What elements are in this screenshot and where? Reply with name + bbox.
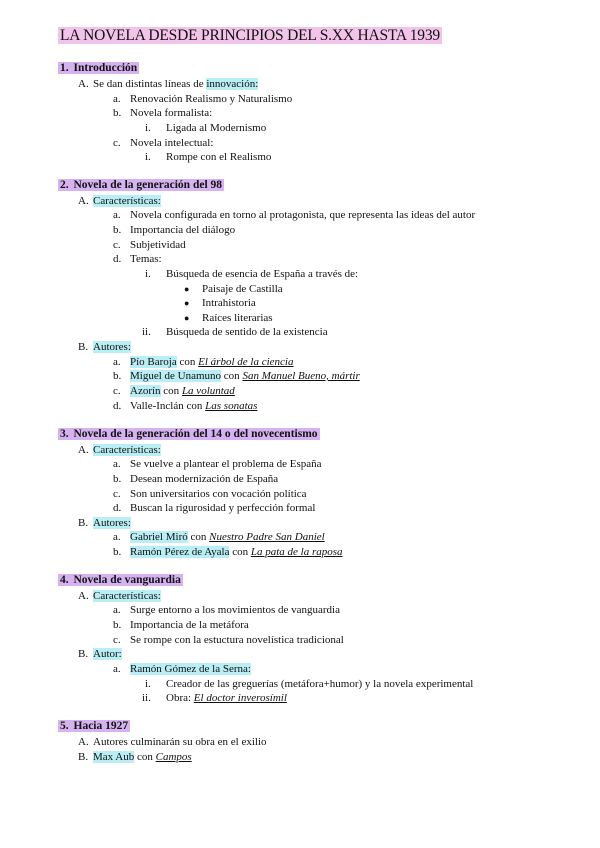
marker: b. <box>113 224 122 236</box>
marker: c. <box>113 634 121 646</box>
marker: d. <box>113 253 122 265</box>
marker: d. <box>113 400 122 412</box>
list-item: Novela configurada en torno al protagonista, que representa las ideas del autor <box>130 209 476 221</box>
marker: a. <box>113 356 121 368</box>
list-item: Ligada al Modernismo <box>166 122 267 134</box>
list-item: Obra: El doctor inverosímil <box>166 692 287 704</box>
list-item: Novela intelectual: <box>130 137 214 149</box>
list-item: Características: <box>93 444 161 456</box>
marker: b. <box>113 107 122 119</box>
list-item: Características: <box>93 195 161 207</box>
section-1-heading: 1. Introducción <box>60 62 138 74</box>
list-item: Búsqueda de esencia de España a través de: <box>166 268 359 280</box>
document-title: LA NOVELA DESDE PRINCIPIOS DEL S.XX HASTA 1939 <box>60 27 440 44</box>
list-item: Novela formalista: <box>130 107 213 119</box>
list-item: Intrahistoria <box>202 297 256 309</box>
list-item: Autores culminarán su obra en el exilio <box>93 736 267 748</box>
bullet-icon: ● <box>184 313 190 323</box>
marker: i. <box>145 268 151 280</box>
marker: d. <box>113 502 122 514</box>
list-item: Buscan la rigurosidad y perfección formal <box>130 502 316 514</box>
author-item: Max Aub con Campos <box>93 751 192 763</box>
list-item: Se rompe con la estuctura novelística tradicional <box>130 634 344 646</box>
marker: a. <box>113 531 121 543</box>
list-item: Importancia de la metáfora <box>130 619 249 631</box>
author-item: Ramón Gómez de la Serna: <box>130 663 251 675</box>
list-item: Rompe con el Realismo <box>166 151 272 163</box>
author-item: Ramón Pérez de Ayala con La pata de la raposa <box>130 546 343 558</box>
bullet-icon: ● <box>184 284 190 294</box>
list-item: Importancia del diálogo <box>130 224 236 236</box>
list-item: Renovación Realismo y Naturalismo <box>130 93 293 105</box>
marker: c. <box>113 137 121 149</box>
bullet-icon: ● <box>184 298 190 308</box>
marker: A. <box>78 444 89 456</box>
marker: a. <box>113 93 121 105</box>
marker: B. <box>78 341 89 353</box>
marker: A. <box>78 195 89 207</box>
list-item: Subjetividad <box>130 239 186 251</box>
marker: c. <box>113 385 121 397</box>
author-item: Gabriel Miró con Nuestro Padre San Daniel <box>130 531 325 543</box>
marker: c. <box>113 239 121 251</box>
marker: c. <box>113 488 121 500</box>
author-item: Pío Baroja con El árbol de la ciencia <box>130 356 294 368</box>
author-item: Azorín con La voluntad <box>130 385 235 397</box>
marker: ii. <box>142 692 151 704</box>
section-3-heading: 3. Novela de la generación del 14 o del novecentismo <box>60 428 318 440</box>
list-item: Temas: <box>130 253 162 265</box>
list-item: Características: <box>93 590 161 602</box>
list-item: Surge entorno a los movimientos de vanguardia <box>130 604 340 616</box>
marker: b. <box>113 546 122 558</box>
list-item: Raíces literarias <box>202 312 273 324</box>
marker: i. <box>145 151 151 163</box>
marker: i. <box>145 678 151 690</box>
marker: b. <box>113 619 122 631</box>
list-item: Se vuelve a plantear el problema de España <box>130 458 322 470</box>
marker: B. <box>78 648 89 660</box>
author-item: Miguel de Unamuno con San Manuel Bueno, mártir <box>130 370 360 382</box>
list-item: Autores: <box>93 341 131 353</box>
list-item: Son universitarios con vocación política <box>130 488 307 500</box>
marker: B. <box>78 751 89 763</box>
marker: b. <box>113 370 122 382</box>
marker: ii. <box>142 326 151 338</box>
marker: a. <box>113 663 121 675</box>
list-item: Autores: <box>93 517 131 529</box>
list-item: Búsqueda de sentido de la existencia <box>166 326 328 338</box>
marker: B. <box>78 517 89 529</box>
list-item: Paisaje de Castilla <box>202 283 283 295</box>
marker: b. <box>113 473 122 485</box>
marker: a. <box>113 458 121 470</box>
list-item: Desean modernización de España <box>130 473 279 485</box>
section-5-heading: 5. Hacia 1927 <box>60 720 129 732</box>
marker: A. <box>78 78 89 90</box>
marker: a. <box>113 209 121 221</box>
marker: A. <box>78 736 89 748</box>
section-2-heading: 2. Novela de la generación del 98 <box>60 179 223 191</box>
list-item: Se dan distintas líneas de innovación: <box>93 78 259 90</box>
marker: a. <box>113 604 121 616</box>
section-4-heading: 4. Novela de vanguardia <box>60 574 181 586</box>
list-item: Autor: <box>93 648 122 660</box>
marker: A. <box>78 590 89 602</box>
marker: i. <box>145 122 151 134</box>
author-item: Valle-Inclán con Las sonatas <box>130 400 258 412</box>
list-item: Creador de las greguerías (metáfora+humor) y la novela experimental <box>166 678 474 690</box>
